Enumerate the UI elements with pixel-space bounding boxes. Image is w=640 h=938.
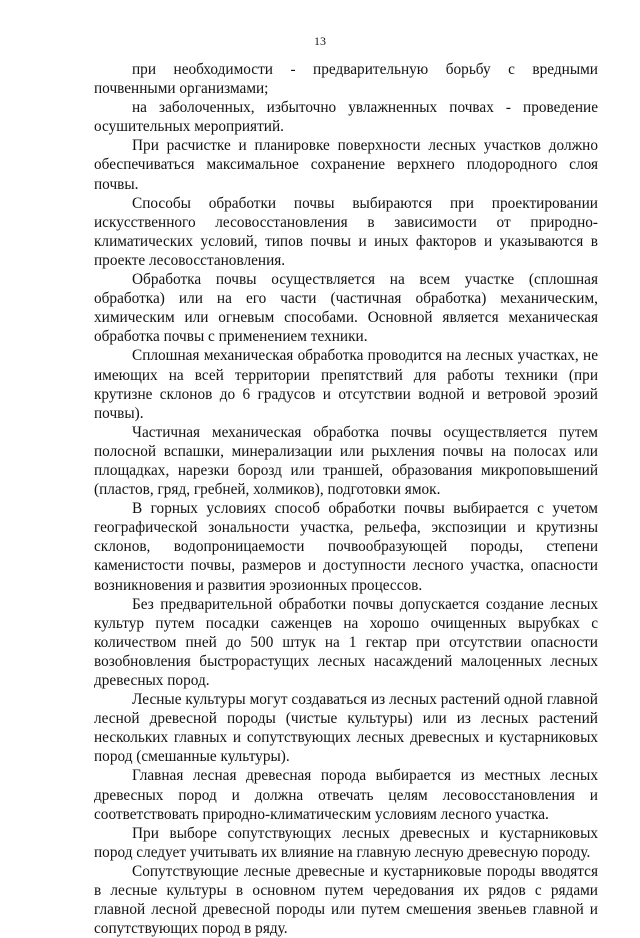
paragraph: Сплошная механическая обработка проводится на лесных участках, не имеющих на всей территории препятствий для работы техники (при крутизне склонов до 6 градусов и отсутствии водной и ветровой эрозий почвы). bbox=[94, 347, 598, 422]
paragraph: При выборе сопутствующих лесных древесных и кустарниковых пород следует учитывать их влияние на главную лесную древесную породу. bbox=[94, 824, 598, 861]
paragraph: При расчистке и планировке поверхности лесных участков должно обеспечиваться максимальное сохранение верхнего плодородного слоя почвы. bbox=[94, 137, 598, 193]
paragraph: Сопутствующие лесные древесные и кустарниковые породы вводятся в лесные культуры в основном путем чередования их рядов с рядами главной лесной древесной породы или путем смешения звеньев главной и сопутствующих пород в ряду. bbox=[94, 862, 598, 938]
paragraph: Без предварительной обработки почвы допускается создание лесных культур путем посадки саженцев на хорошо очищенных вырубках с количеством пней до 500 штук на 1 гектар при отсутствии опасности возобновления быстрорастущих лесных насаждений малоценных лесных древесных пород. bbox=[94, 595, 598, 689]
page-body bbox=[94, 60, 598, 938]
paragraph: при необходимости - предварительную борьбу с вредными почвенными организмами; bbox=[94, 61, 598, 98]
paragraph: В горных условиях способ обработки почвы выбирается с учетом географической зональности участка, рельефа, экспозиции и крутизны склонов, водопроницаемости почвообразующей породы, степени каменистости почвы, размеров и доступности лесного участка, опасности возникновения и развития эрозионных процессов. bbox=[94, 500, 598, 594]
paragraph: Способы обработки почвы выбираются при проектировании искусственного лесовосстановления в зависимости от природно-климатических условий, типов почвы и иных факторов и указываются в проекте лесовосстановления. bbox=[94, 194, 598, 269]
paragraph: Обработка почвы осуществляется на всем участке (сплошная обработка) или на его части (частичная обработка) механическим, химическим или огневым способами. Основной является механическая обработка почвы с применением техники. bbox=[94, 271, 598, 346]
paragraph: Частичная механическая обработка почвы осуществляется путем полосной вспашки, минерализации или рыхления почвы на полосах или площадках, нарезки борозд или траншей, образования микроповышений (пластов, гряд, гребней, холмиков), подготовки ямок. bbox=[94, 423, 598, 499]
paragraph: Главная лесная древесная порода выбирается из местных лесных древесных пород и должна отвечать целям лесовосстановления и соответствовать природно-климатическим условиям лесного участка. bbox=[94, 767, 598, 823]
paragraph: на заболоченных, избыточно увлажненных почвах - проведение осушительных мероприятий. bbox=[94, 99, 598, 136]
page-number: 13 bbox=[314, 34, 326, 48]
paragraph: Лесные культуры могут создаваться из лесных растений одной главной лесной древесной породы (чистые культуры) или из лесных растений нескольких главных и сопутствующих лесных древесных и кустарниковых пород (смешанные культуры). bbox=[94, 691, 598, 766]
